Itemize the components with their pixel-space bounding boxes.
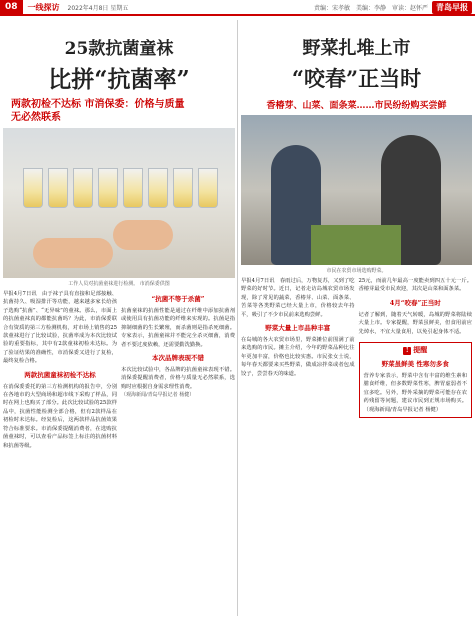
right-body	[241, 277, 472, 418]
paragraph: 早报4月7日讯 由于袜子具有直接和足部接触、抗菌持久、吸湿排汗等功能，越来越多家长给孩子选购“抗菌”、“无异味”的童袜。那么，市面上的抗菌童袜真的都能抗菌吗？为此，市消保委联合有资质的第三方检测机构，对市场上销售的25款童袜进行了比较试验，抗菌率成为本次比较试验的重要指标，其中有2款童袜初检未达标。为了验证结果的准确性，市消保委又进行了复检，最终复检合格。	[3, 291, 117, 365]
subheading: 4月“咬春”正当时	[389, 298, 441, 307]
page-number: 08	[0, 0, 23, 14]
left-col-1	[3, 290, 117, 450]
paragraph: 本次比较试验中，各品牌的抗菌童袜表现不错。消保委提醒消费者，价格与质量无必然联系，选购时应根据自身需求理性消费。	[121, 367, 235, 390]
left-body	[3, 290, 235, 450]
left-title-line2: 比拼“抗菌率”	[48, 66, 190, 93]
gloved-hand	[33, 238, 113, 268]
sample-cup	[98, 168, 118, 208]
subheading: 野菜大量上市品种丰富	[265, 324, 331, 333]
subheading: 本次品牌表现不错	[152, 354, 204, 363]
sample-cup	[148, 168, 168, 208]
right-photo	[241, 115, 472, 265]
subheading: 两款抗菌童袜初检不达标	[24, 370, 96, 379]
paragraph: 记者了解到，随着天气转暖，岛城的野菜将陆续大量上市。专家提醒，野菜虽鲜美，但食用前应先焯水，不宜大量食用，以免引起身体不适。	[358, 311, 472, 335]
section-name: 一线探访	[27, 2, 60, 12]
issue-date: 2022年4月8日 星期五	[67, 4, 129, 12]
vegetable-crate	[311, 225, 401, 265]
sample-cup	[173, 168, 193, 208]
left-subtitle	[11, 98, 235, 124]
tip-text: 营养专家表示，野菜中含有丰富的维生素和膳食纤维，但多数野菜性寒，脾胃虚弱者不宜多吃。另外，野外采摘的野菜可能存在农药残留等问题，建议市民到正规市场购买。（观海新闻/青岛早报记者 杨健）	[363, 373, 467, 413]
byline: （观海新闻/青岛早报记者 杨健）	[121, 392, 195, 399]
column-divider	[237, 20, 238, 616]
sample-cup	[73, 168, 93, 208]
alert-icon: !	[403, 347, 411, 355]
paragraph: 在岛城的各大农贸市场里，野菜摊位前围满了前来选购的市民。摊主介绍，今年的野菜品种比往年更加丰富，价格也比较实惠。市民张女士说，每年春天都要来买些野菜，做成凉拌菜或者包成饺子，尝尝春天的味道。	[241, 337, 355, 377]
tip-title: ! 提醒	[364, 346, 468, 355]
subheading: “抗菌不等于杀菌”	[151, 295, 205, 303]
right-col-2	[359, 277, 473, 418]
gloved-hand	[113, 220, 173, 250]
paragraph: 早报4月7日讯 春雨过后，万物复苏，又到了吃野菜的好时节。近日，记者走访岛城农贸市场发现，除了常见的蔬菜，香椿芽、山菜、面条菜、苦菜等各类野菜已经大量上市，价格较去年持平，吸引了不少市民前来选购尝鲜。	[241, 278, 355, 318]
paragraph: 抗菌童袜的抗菌性能是通过在纤维中添加抗菌剂或使用具有抗菌功能的纤维来实现的。抗菌是指抑制细菌的生长繁殖，而杀菌则是指杀死细菌。专家表示，抗菌童袜并不能完全杀灭细菌，消费者不要过度依赖，还需要勤洗勤换。	[121, 308, 235, 348]
sample-cup	[23, 168, 43, 208]
sample-cup	[123, 168, 143, 208]
tip-box	[359, 342, 473, 418]
sample-cup	[48, 168, 68, 208]
right-col-1	[241, 277, 355, 418]
right-article	[241, 20, 472, 418]
left-subtitle-line1: 两款初检不达标 市消保委：价格与质量	[11, 99, 185, 110]
sample-cup	[198, 168, 218, 208]
paragraph: 25元，而前几年最高一度能卖到四五十元一斤。香椿芽最受市民欢迎，其次是山菜和面条菜。	[358, 278, 472, 293]
left-photo-caption: 工作人员对抗菌童袜进行检测。 市消保委供图	[68, 281, 170, 287]
right-subtitle: 香椿芽、山菜、面条菜……市民纷纷购买尝鲜	[266, 101, 447, 111]
left-col-2	[121, 290, 235, 450]
left-title-line1: 25款抗菌童袜	[64, 39, 174, 59]
right-photo-caption: 市民在农贸市场选购野菜。	[326, 268, 387, 274]
left-article	[3, 20, 235, 450]
left-subtitle-line2: 无必然联系	[11, 112, 61, 123]
tip-heading: 野菜虽鲜美 性寒勿多食	[381, 360, 449, 369]
editors-line: 责编：宋孝敏 美编：李静 审读：赵怀严	[313, 4, 428, 12]
paragraph: 在消保委委托的第三方检测机构的报告中，分别在各地市的大型商场和超市线下采购了样品，同时在网上也购买了部分。此次比较试验的25款样品中，抗菌性能检测全部合格，但有2款样品在初检时未达标。经复检后，这两款样品抗菌效果符合标准要求。市消保委提醒消费者，在选购抗菌童袜时，可以查看产品标签上标注的抗菌材料和抗菌等级。	[3, 383, 117, 449]
newspaper-logo: 青岛早报	[432, 1, 472, 14]
right-title-line1: 野菜扎堆上市	[302, 38, 411, 59]
left-photo	[3, 128, 235, 278]
right-title-line2: “咬春”正当时	[291, 66, 422, 91]
page-header	[0, 0, 475, 16]
